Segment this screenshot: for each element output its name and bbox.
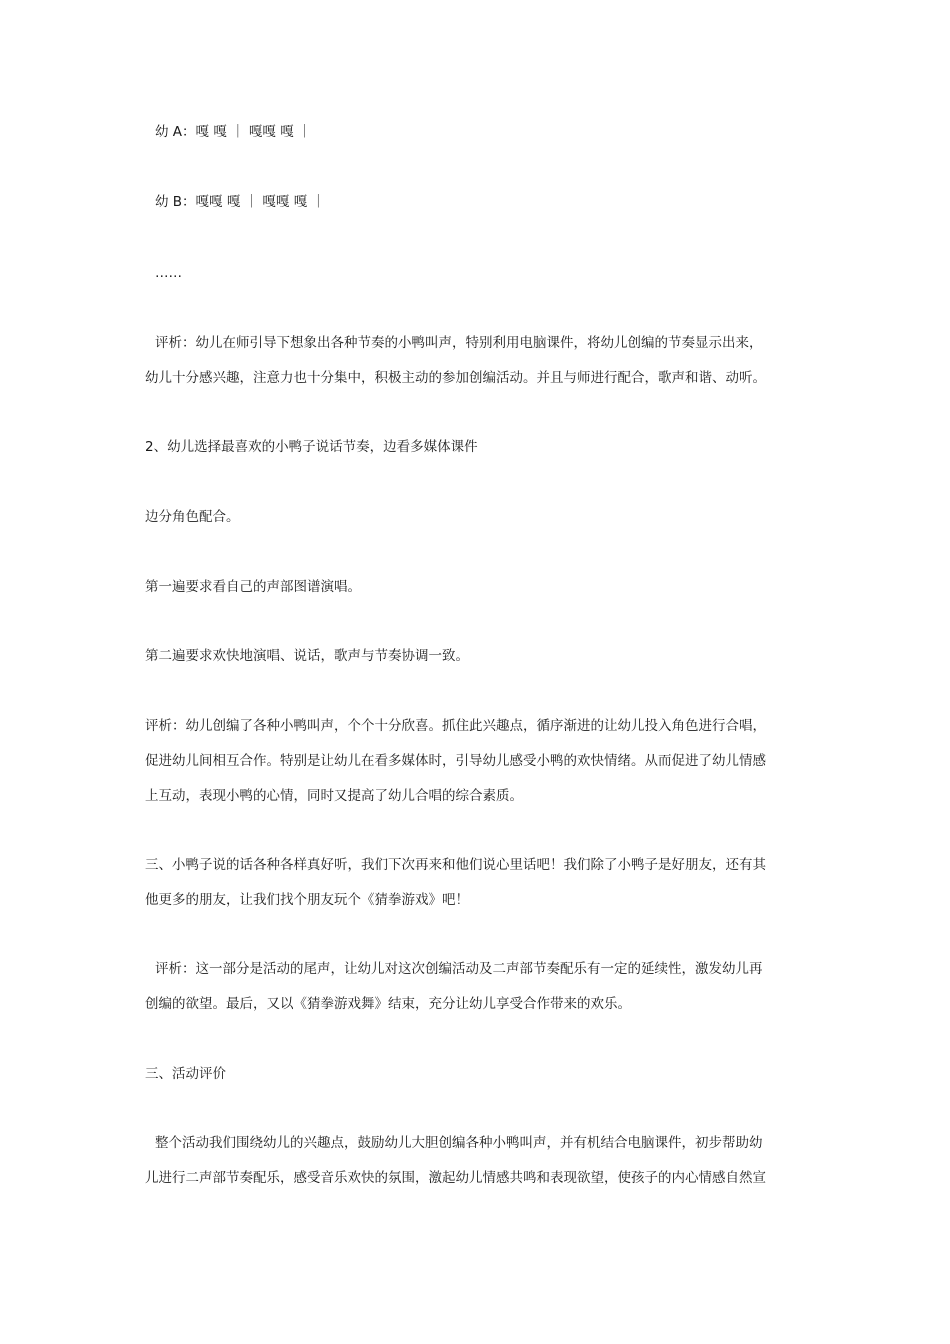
rhythm-line-a: 幼 A：嘎 嘎 ｜ 嘎嘎 嘎 ｜ bbox=[155, 124, 312, 140]
paragraph-line: 边分角色配合。 bbox=[145, 509, 240, 525]
evaluation-paragraph-line-2: 儿进行二声部节奏配乐，感受音乐欢快的氛围，激起幼儿情感共鸣和表现欲望，使孩子的内心情感自然宣 bbox=[145, 1170, 766, 1186]
analysis-paragraph-1-line-2: 幼儿十分感兴趣，注意力也十分集中，积极主动的参加创编活动。并且与师进行配合，歌声和谐、动听。 bbox=[145, 370, 766, 386]
paragraph-line: 第一遍要求看自己的声部图谱演唱。 bbox=[145, 579, 361, 595]
section-three-line-1: 三、小鸭子说的话各种各样真好听，我们下次再来和他们说心里话吧！我们除了小鸭子是好朋友，还有其 bbox=[145, 857, 766, 873]
section-three-line-2: 他更多的朋友，让我们找个朋友玩个《猜拳游戏》吧！ bbox=[145, 892, 469, 908]
paragraph-line: 第二遍要求欢快地演唱、说话，歌声与节奏协调一致。 bbox=[145, 648, 469, 664]
analysis-paragraph-1-line-1: 评析：幼儿在师引导下想象出各种节奏的小鸭叫声，特别利用电脑课件，将幼儿创编的节奏显示出来， bbox=[155, 335, 763, 351]
analysis-paragraph-2-line-2: 促进幼儿间相互合作。特别是让幼儿在看多媒体时，引导幼儿感受小鸭的欢快情绪。从而促进了幼儿情感 bbox=[145, 753, 766, 769]
rhythm-line-b: 幼 B：嘎嘎 嘎 ｜ 嘎嘎 嘎 ｜ bbox=[155, 194, 326, 210]
section-heading-evaluation: 三、活动评价 bbox=[145, 1066, 226, 1082]
evaluation-paragraph-line-1: 整个活动我们围绕幼儿的兴趣点，鼓励幼儿大胆创编各种小鸭叫声，并有机结合电脑课件，初步帮助幼 bbox=[155, 1135, 763, 1151]
section-item-2: 2、幼儿选择最喜欢的小鸭子说话节奏，边看多媒体课件 bbox=[145, 439, 478, 455]
analysis-paragraph-2-line-1: 评析：幼儿创编了各种小鸭叫声，个个十分欣喜。抓住此兴趣点，循序渐进的让幼儿投入角色进行合唱， bbox=[145, 718, 766, 734]
analysis-paragraph-3-line-1: 评析：这一部分是活动的尾声，让幼儿对这次创编活动及二声部节奏配乐有一定的延续性，激发幼儿再 bbox=[155, 961, 763, 977]
analysis-paragraph-2-line-3: 上互动，表现小鸭的心情，同时又提高了幼儿合唱的综合素质。 bbox=[145, 788, 523, 804]
ellipsis-line: …… bbox=[155, 265, 182, 281]
analysis-paragraph-3-line-2: 创编的欲望。最后，又以《猜拳游戏舞》结束，充分让幼儿享受合作带来的欢乐。 bbox=[145, 996, 631, 1012]
